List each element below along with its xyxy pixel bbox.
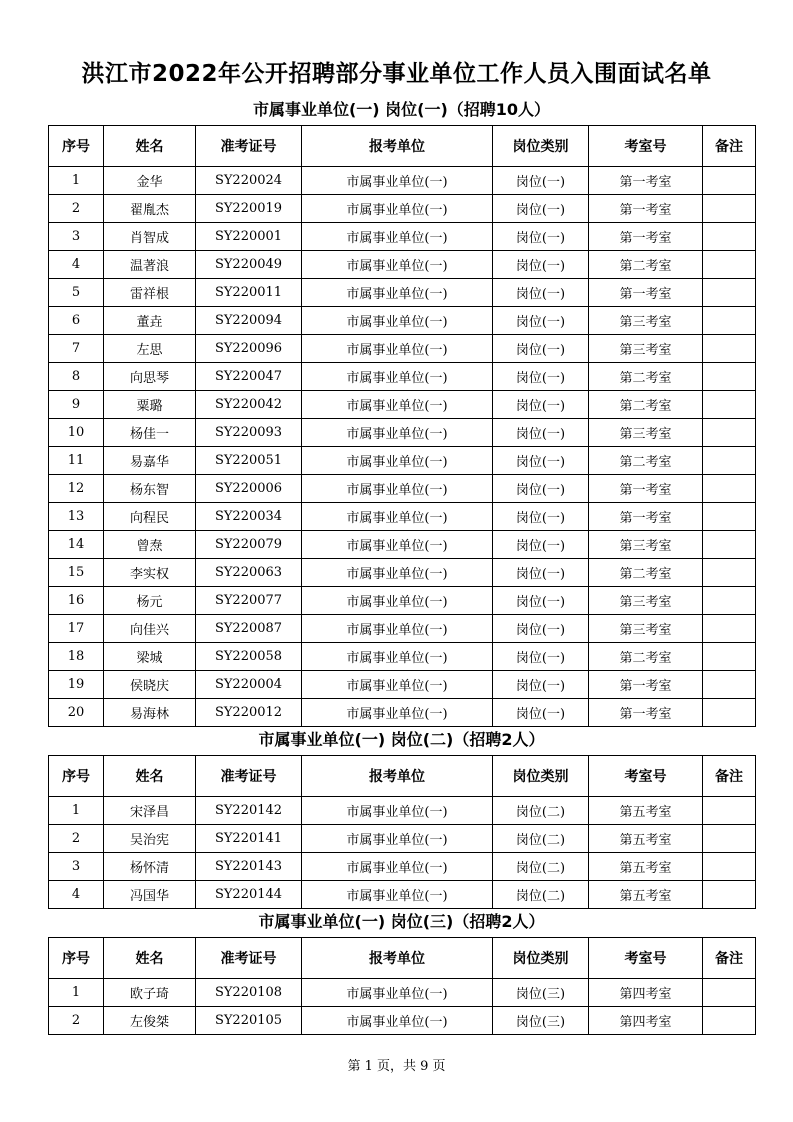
column-header-exam-id: 准考证号: [196, 126, 302, 167]
cell-room: 第五考室: [589, 797, 703, 825]
cell-remarks: [703, 615, 756, 643]
table-row: [49, 195, 756, 223]
table-row: [49, 167, 756, 195]
cell-name: 欧子琦: [104, 979, 196, 1007]
column-header-post: 岗位类别: [493, 756, 589, 797]
table-row: [49, 797, 756, 825]
cell-remarks: [703, 979, 756, 1007]
cell-room: 第三考室: [589, 587, 703, 615]
candidate-table: [48, 755, 756, 909]
cell-exam-id: SY220058: [196, 643, 302, 671]
cell-room: 第一考室: [589, 475, 703, 503]
cell-room: 第三考室: [589, 419, 703, 447]
cell-name: 杨元: [104, 587, 196, 615]
cell-name: 金华: [104, 167, 196, 195]
cell-remarks: [703, 475, 756, 503]
column-header-unit: 报考单位: [302, 756, 493, 797]
cell-exam-id: SY220144: [196, 881, 302, 909]
cell-remarks: [703, 881, 756, 909]
table-header-row: [49, 756, 756, 797]
cell-post: 岗位(一): [493, 503, 589, 531]
cell-post: 岗位(一): [493, 363, 589, 391]
cell-exam-id: SY220012: [196, 699, 302, 727]
table-row: [49, 475, 756, 503]
cell-index: 14: [49, 531, 104, 559]
cell-room: 第四考室: [589, 1007, 703, 1035]
cell-post: 岗位(一): [493, 167, 589, 195]
cell-room: 第一考室: [589, 167, 703, 195]
cell-exam-id: SY220063: [196, 559, 302, 587]
cell-room: 第二考室: [589, 559, 703, 587]
cell-exam-id: SY220011: [196, 279, 302, 307]
table-row: [49, 671, 756, 699]
cell-remarks: [703, 223, 756, 251]
cell-index: 6: [49, 307, 104, 335]
column-header-index: 序号: [49, 126, 104, 167]
cell-index: 1: [49, 797, 104, 825]
cell-remarks: [703, 671, 756, 699]
cell-exam-id: SY220019: [196, 195, 302, 223]
cell-remarks: [703, 391, 756, 419]
cell-unit: 市属事业单位(一): [302, 559, 493, 587]
cell-exam-id: SY220141: [196, 825, 302, 853]
cell-index: 3: [49, 223, 104, 251]
cell-index: 15: [49, 559, 104, 587]
cell-unit: 市属事业单位(一): [302, 419, 493, 447]
cell-post: 岗位(一): [493, 671, 589, 699]
cell-unit: 市属事业单位(一): [302, 251, 493, 279]
cell-room: 第二考室: [589, 643, 703, 671]
cell-unit: 市属事业单位(一): [302, 1007, 493, 1035]
cell-unit: 市属事业单位(一): [302, 615, 493, 643]
cell-room: 第三考室: [589, 531, 703, 559]
cell-remarks: [703, 825, 756, 853]
cell-unit: 市属事业单位(一): [302, 335, 493, 363]
cell-name: 杨佳一: [104, 419, 196, 447]
cell-unit: 市属事业单位(一): [302, 307, 493, 335]
cell-remarks: [703, 167, 756, 195]
cell-post: 岗位(一): [493, 419, 589, 447]
table-row: [49, 335, 756, 363]
cell-remarks: [703, 503, 756, 531]
cell-exam-id: SY220034: [196, 503, 302, 531]
column-header-remarks: 备注: [703, 938, 756, 979]
cell-name: 翟胤杰: [104, 195, 196, 223]
table-row: [49, 559, 756, 587]
cell-index: 16: [49, 587, 104, 615]
table-header-row: [49, 126, 756, 167]
cell-unit: 市属事业单位(一): [302, 279, 493, 307]
cell-name: 向程民: [104, 503, 196, 531]
cell-post: 岗位(一): [493, 699, 589, 727]
column-header-post: 岗位类别: [493, 938, 589, 979]
cell-post: 岗位(一): [493, 307, 589, 335]
cell-unit: 市属事业单位(一): [302, 979, 493, 1007]
cell-name: 吴治宪: [104, 825, 196, 853]
cell-name: 易海林: [104, 699, 196, 727]
cell-post: 岗位(一): [493, 587, 589, 615]
table-row: [49, 279, 756, 307]
cell-post: 岗位(一): [493, 475, 589, 503]
cell-room: 第一考室: [589, 223, 703, 251]
cell-exam-id: SY220049: [196, 251, 302, 279]
cell-unit: 市属事业单位(一): [302, 671, 493, 699]
table-row: [49, 881, 756, 909]
cell-post: 岗位(二): [493, 853, 589, 881]
cell-post: 岗位(一): [493, 531, 589, 559]
cell-unit: 市属事业单位(一): [302, 363, 493, 391]
cell-room: 第二考室: [589, 251, 703, 279]
table-row: [49, 1007, 756, 1035]
cell-index: 12: [49, 475, 104, 503]
section-heading: 市属事业单位(一) 岗位(二)（招聘2人）: [258, 730, 545, 749]
cell-index: 19: [49, 671, 104, 699]
section-heading: 市属事业单位(一) 岗位(三)（招聘2人）: [258, 912, 545, 931]
cell-exam-id: SY220094: [196, 307, 302, 335]
column-header-unit: 报考单位: [302, 938, 493, 979]
cell-exam-id: SY220093: [196, 419, 302, 447]
cell-index: 4: [49, 251, 104, 279]
cell-name: 宋泽昌: [104, 797, 196, 825]
table-row: [49, 825, 756, 853]
cell-remarks: [703, 447, 756, 475]
cell-remarks: [703, 531, 756, 559]
cell-post: 岗位(一): [493, 615, 589, 643]
cell-remarks: [703, 363, 756, 391]
cell-remarks: [703, 279, 756, 307]
table-row: [49, 699, 756, 727]
cell-index: 2: [49, 825, 104, 853]
cell-exam-id: SY220105: [196, 1007, 302, 1035]
cell-room: 第四考室: [589, 979, 703, 1007]
cell-post: 岗位(一): [493, 223, 589, 251]
cell-room: 第五考室: [589, 881, 703, 909]
cell-room: 第一考室: [589, 503, 703, 531]
cell-unit: 市属事业单位(一): [302, 475, 493, 503]
cell-index: 4: [49, 881, 104, 909]
cell-unit: 市属事业单位(一): [302, 447, 493, 475]
cell-name: 易嘉华: [104, 447, 196, 475]
cell-unit: 市属事业单位(一): [302, 531, 493, 559]
cell-room: 第三考室: [589, 335, 703, 363]
page-footer: 第 1 页，共 9 页: [347, 1059, 446, 1074]
cell-unit: 市属事业单位(一): [302, 503, 493, 531]
column-header-room: 考室号: [589, 126, 703, 167]
cell-unit: 市属事业单位(一): [302, 391, 493, 419]
cell-remarks: [703, 559, 756, 587]
cell-index: 11: [49, 447, 104, 475]
cell-exam-id: SY220001: [196, 223, 302, 251]
cell-post: 岗位(二): [493, 797, 589, 825]
column-header-name: 姓名: [104, 938, 196, 979]
column-header-exam-id: 准考证号: [196, 938, 302, 979]
cell-name: 肖智成: [104, 223, 196, 251]
cell-name: 向思琴: [104, 363, 196, 391]
cell-exam-id: SY220108: [196, 979, 302, 1007]
cell-name: 冯国华: [104, 881, 196, 909]
cell-room: 第一考室: [589, 279, 703, 307]
cell-index: 2: [49, 1007, 104, 1035]
cell-exam-id: SY220079: [196, 531, 302, 559]
table-row: [49, 979, 756, 1007]
cell-exam-id: SY220042: [196, 391, 302, 419]
cell-index: 5: [49, 279, 104, 307]
cell-room: 第一考室: [589, 195, 703, 223]
column-header-remarks: 备注: [703, 756, 756, 797]
section-post-3: [48, 912, 755, 1035]
cell-exam-id: SY220087: [196, 615, 302, 643]
cell-index: 17: [49, 615, 104, 643]
cell-name: 雷祥根: [104, 279, 196, 307]
column-header-name: 姓名: [104, 126, 196, 167]
cell-post: 岗位(一): [493, 447, 589, 475]
cell-unit: 市属事业单位(一): [302, 825, 493, 853]
cell-room: 第三考室: [589, 615, 703, 643]
column-header-exam-id: 准考证号: [196, 756, 302, 797]
cell-name: 杨怀清: [104, 853, 196, 881]
table-row: [49, 307, 756, 335]
cell-remarks: [703, 307, 756, 335]
cell-index: 8: [49, 363, 104, 391]
cell-index: 1: [49, 979, 104, 1007]
column-header-remarks: 备注: [703, 126, 756, 167]
table-header-row: [49, 938, 756, 979]
cell-index: 18: [49, 643, 104, 671]
cell-post: 岗位(一): [493, 391, 589, 419]
cell-exam-id: SY220047: [196, 363, 302, 391]
cell-exam-id: SY220004: [196, 671, 302, 699]
cell-unit: 市属事业单位(一): [302, 587, 493, 615]
column-header-post: 岗位类别: [493, 126, 589, 167]
cell-room: 第五考室: [589, 853, 703, 881]
cell-remarks: [703, 699, 756, 727]
table-row: [49, 391, 756, 419]
cell-unit: 市属事业单位(一): [302, 643, 493, 671]
cell-name: 李实权: [104, 559, 196, 587]
table-row: [49, 419, 756, 447]
cell-index: 10: [49, 419, 104, 447]
cell-unit: 市属事业单位(一): [302, 195, 493, 223]
cell-post: 岗位(三): [493, 1007, 589, 1035]
cell-unit: 市属事业单位(一): [302, 167, 493, 195]
cell-unit: 市属事业单位(一): [302, 881, 493, 909]
cell-exam-id: SY220006: [196, 475, 302, 503]
table-row: [49, 223, 756, 251]
table-row: [49, 643, 756, 671]
table-row: [49, 503, 756, 531]
cell-remarks: [703, 419, 756, 447]
table-row: [49, 251, 756, 279]
cell-post: 岗位(一): [493, 195, 589, 223]
cell-index: 20: [49, 699, 104, 727]
cell-unit: 市属事业单位(一): [302, 699, 493, 727]
cell-remarks: [703, 797, 756, 825]
candidate-table: [48, 125, 756, 727]
table-row: [49, 587, 756, 615]
cell-room: 第三考室: [589, 307, 703, 335]
cell-room: 第二考室: [589, 447, 703, 475]
cell-index: 1: [49, 167, 104, 195]
column-header-unit: 报考单位: [302, 126, 493, 167]
cell-room: 第一考室: [589, 671, 703, 699]
cell-name: 左思: [104, 335, 196, 363]
cell-remarks: [703, 195, 756, 223]
cell-name: 曾焘: [104, 531, 196, 559]
cell-exam-id: SY220096: [196, 335, 302, 363]
document-title: 洪江市2022年公开招聘部分事业单位工作人员入围面试名单: [81, 61, 712, 87]
section-post-1: [48, 100, 755, 727]
cell-unit: 市属事业单位(一): [302, 797, 493, 825]
cell-room: 第一考室: [589, 699, 703, 727]
table-row: [49, 447, 756, 475]
cell-name: 杨东智: [104, 475, 196, 503]
cell-post: 岗位(一): [493, 335, 589, 363]
cell-exam-id: SY220051: [196, 447, 302, 475]
cell-remarks: [703, 251, 756, 279]
cell-index: 7: [49, 335, 104, 363]
column-header-room: 考室号: [589, 938, 703, 979]
cell-exam-id: SY220024: [196, 167, 302, 195]
cell-post: 岗位(三): [493, 979, 589, 1007]
cell-remarks: [703, 643, 756, 671]
cell-name: 侯晓庆: [104, 671, 196, 699]
column-header-name: 姓名: [104, 756, 196, 797]
table-row: [49, 531, 756, 559]
cell-room: 第二考室: [589, 363, 703, 391]
cell-index: 2: [49, 195, 104, 223]
cell-remarks: [703, 587, 756, 615]
cell-remarks: [703, 335, 756, 363]
cell-post: 岗位(一): [493, 643, 589, 671]
cell-name: 董垚: [104, 307, 196, 335]
cell-exam-id: SY220143: [196, 853, 302, 881]
cell-name: 粟璐: [104, 391, 196, 419]
column-header-room: 考室号: [589, 756, 703, 797]
cell-remarks: [703, 1007, 756, 1035]
column-header-index: 序号: [49, 756, 104, 797]
cell-index: 9: [49, 391, 104, 419]
candidate-table: [48, 937, 756, 1035]
cell-post: 岗位(一): [493, 559, 589, 587]
cell-name: 向佳兴: [104, 615, 196, 643]
cell-room: 第二考室: [589, 391, 703, 419]
cell-unit: 市属事业单位(一): [302, 853, 493, 881]
cell-room: 第五考室: [589, 825, 703, 853]
cell-index: 3: [49, 853, 104, 881]
cell-name: 梁城: [104, 643, 196, 671]
cell-exam-id: SY220077: [196, 587, 302, 615]
section-heading: 市属事业单位(一) 岗位(一)（招聘10人）: [252, 100, 551, 119]
cell-index: 13: [49, 503, 104, 531]
table-row: [49, 615, 756, 643]
cell-post: 岗位(一): [493, 279, 589, 307]
cell-post: 岗位(一): [493, 251, 589, 279]
cell-name: 左俊桀: [104, 1007, 196, 1035]
cell-name: 温著浪: [104, 251, 196, 279]
table-row: [49, 363, 756, 391]
table-row: [49, 853, 756, 881]
cell-remarks: [703, 853, 756, 881]
column-header-index: 序号: [49, 938, 104, 979]
cell-post: 岗位(二): [493, 825, 589, 853]
cell-post: 岗位(二): [493, 881, 589, 909]
cell-exam-id: SY220142: [196, 797, 302, 825]
section-post-2: [48, 730, 755, 909]
cell-unit: 市属事业单位(一): [302, 223, 493, 251]
